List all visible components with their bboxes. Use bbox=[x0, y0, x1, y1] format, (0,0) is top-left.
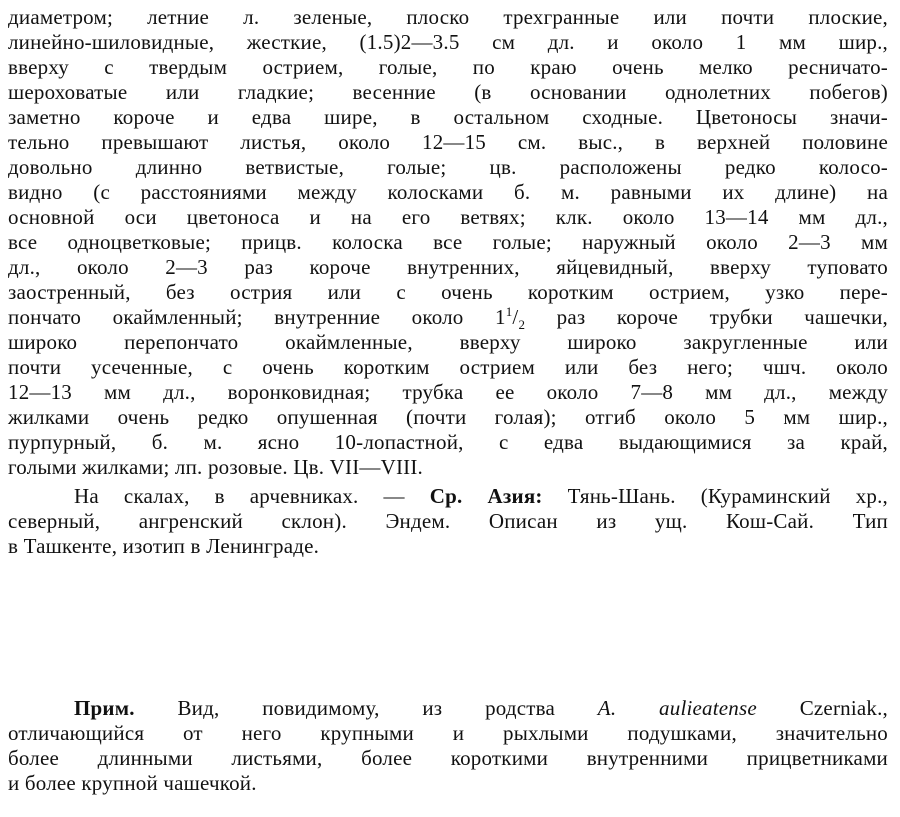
text-line: и более крупной чашечкой. bbox=[8, 771, 257, 795]
text-segment: пончато окаймленный; внутренние около 1 bbox=[8, 305, 506, 329]
text-segment: Czerniak., bbox=[756, 696, 888, 720]
text-line: более длинными листьями, более короткими внутренними прицветниками bbox=[8, 746, 888, 770]
paragraph-description bbox=[8, 5, 888, 480]
text-line: северный, ангренский склон). Эндем. Описан из ущ. Кош-Сай. Тип bbox=[8, 509, 888, 533]
note-label: Прим. bbox=[74, 696, 135, 720]
text-line: широко перепончато окаймленные, вверху широко закругленные или bbox=[8, 330, 888, 354]
text-line: пурпурный, б. м. ясно 10-лопастной, с едва выдающимися за край, bbox=[8, 430, 888, 454]
fraction-numerator: 1 bbox=[505, 304, 513, 319]
text-segment: Вид, повидимому, из родства bbox=[134, 696, 598, 720]
species-name: A. aulieatense bbox=[597, 696, 757, 720]
text-line: основной оси цветоноса и на его ветвях; клк. около 13—14 мм дл., bbox=[8, 205, 888, 229]
text-line bbox=[8, 696, 888, 721]
text-line: заостренный, без острия или с очень коротким острием, узко пере- bbox=[8, 280, 888, 304]
text-segment: Тянь-Шань. (Кураминский хр., bbox=[542, 484, 888, 508]
text-segment: раз короче трубки чашечки, bbox=[525, 305, 888, 329]
paragraph-habitat bbox=[8, 484, 888, 559]
text-line: в Ташкенте, изотип в Ленинграде. bbox=[8, 534, 320, 558]
region-label: Ср. Азия: bbox=[429, 484, 543, 508]
text-line: голыми жилками; лп. розовые. Цв. VII—VIII. bbox=[8, 455, 423, 479]
text-segment: На скалах, в арчевниках. — bbox=[74, 484, 430, 508]
text-line: жилками очень редко опушенная (почти голая); отгиб около 5 мм шир., bbox=[8, 405, 888, 429]
text-line: вверху с твердым острием, голые, по краю очень мелко ресничато- bbox=[8, 55, 888, 79]
text-line: заметно короче и едва шире, в остальном сходные. Цветоносы значи- bbox=[8, 105, 888, 129]
text-line: 12—13 мм дл., воронковидная; трубка ее около 7—8 мм дл., между bbox=[8, 380, 888, 404]
text-line: линейно-шиловидные, жесткие, (1.5)2—3.5 см дл. и около 1 мм шир., bbox=[8, 30, 888, 54]
text-line: шероховатые или гладкие; весенние (в основании однолетних побегов) bbox=[8, 80, 888, 104]
fraction-denominator: 2 bbox=[518, 317, 526, 333]
text-line: дл., около 2—3 раз короче внутренних, яйцевидный, вверху туповато bbox=[8, 255, 888, 279]
text-line-with-fraction: пончато окаймленный; внутренние около $1^1/_2$ раз короче трубки чашечки, bbox=[8, 304, 888, 333]
text-line: тельно превышают листья, около 12—15 см. выс., в верхней половине bbox=[8, 130, 888, 154]
text-line: почти усеченные, с очень коротким острием или без него; чшч. около bbox=[8, 355, 888, 379]
text-line: довольно длинно ветвистые, голые; цв. расположены редко колосо- bbox=[8, 155, 888, 179]
text-line: диаметром; летние л. зеленые, плоско трехгранные или почти плоские, bbox=[8, 5, 888, 29]
paragraph-note bbox=[8, 696, 888, 796]
text-line: отличающийся от него крупными и рыхлыми подушками, значительно bbox=[8, 721, 888, 745]
text-line: все одноцветковые; прицв. колоска все голые; наружный около 2—3 мм bbox=[8, 230, 888, 254]
text-line: видно (с расстояниями между колосками б. м. равными их длине) на bbox=[8, 180, 888, 204]
text-line bbox=[8, 484, 888, 509]
